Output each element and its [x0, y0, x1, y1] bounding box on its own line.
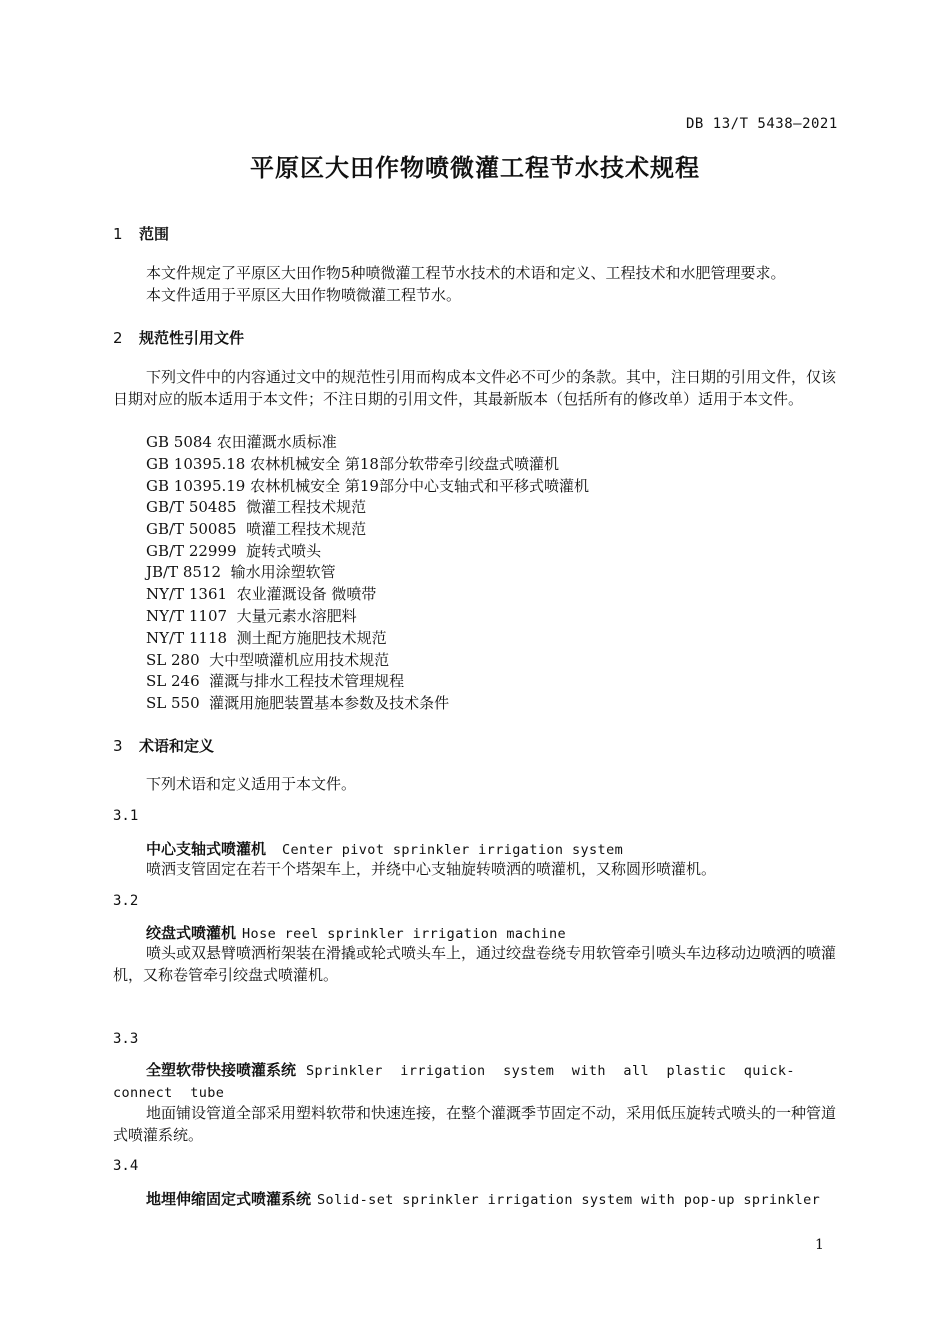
terms-intro: 下列术语和定义适用于本文件。: [146, 775, 357, 793]
reference-item: SL 280 大中型喷灌机应用技术规范: [146, 651, 390, 669]
section-2-heading: [113, 327, 244, 348]
scope-paragraph-1: 本文件规定了平原区大田作物5种喷微灌工程节水技术的术语和定义、工程技术和水肥管理要求。: [146, 264, 786, 282]
term-zh: 绞盘式喷灌机: [146, 924, 237, 942]
reference-item: GB 10395.19 农林机械安全 第19部分中心支轴式和平移式喷灌机: [146, 477, 589, 495]
clause-number: 3.4: [113, 1158, 139, 1174]
term-zh: 全塑软带快接喷灌系统: [146, 1061, 297, 1079]
reference-item: SL 246 灌溉与排水工程技术管理规程: [146, 672, 405, 690]
reference-item: GB/T 50485 微灌工程技术规范: [146, 498, 367, 516]
references-intro: 下列文件中的内容通过文中的规范性引用而构成本文件必不可少的条款。其中，注日期的引用文件，仅该日期对应的版本适用于本文件；不注日期的引用文件，其最新版本（包括所有的修改单）适用于本文件。: [113, 368, 837, 408]
term-heading: [146, 922, 566, 943]
term-definition: 喷洒支管固定在若干个塔架车上，并绕中心支轴旋转喷洒的喷灌机，又称圆形喷灌机。: [146, 860, 717, 878]
clause-number: 3.1: [113, 808, 139, 824]
reference-item: NY/T 1107 大量元素水溶肥料: [146, 607, 357, 625]
scope-paragraph-2: 本文件适用于平原区大田作物喷微灌工程节水。: [146, 286, 462, 304]
section-title: 术语和定义: [139, 737, 215, 755]
clause-number: 3.2: [113, 893, 139, 909]
section-1-heading: [113, 223, 169, 244]
reference-item: GB/T 50085 喷灌工程技术规范: [146, 520, 367, 538]
reference-item: SL 550 灌溉用施肥装置基本参数及技术条件: [146, 694, 450, 712]
document-number: DB 13/T 5438—2021: [686, 116, 838, 132]
reference-item: GB/T 22999 旋转式喷头: [146, 542, 322, 560]
section-number: 3: [113, 737, 123, 755]
term-definition: 喷头或双悬臂喷洒桁架装在滑撬或轮式喷头车上，通过绞盘卷绕专用软管牵引喷头车边移动边喷洒的喷灌机，又称卷管牵引绞盘式喷灌机。: [113, 944, 837, 984]
clause-number: 3.3: [113, 1031, 139, 1047]
term-zh: 地埋伸缩固定式喷灌系统: [146, 1190, 312, 1208]
reference-item: GB 10395.18 农林机械安全 第18部分软带牵引绞盘式喷灌机: [146, 455, 559, 473]
reference-item: GB 5084 农田灌溉水质标准: [146, 433, 337, 451]
section-3-heading: [113, 735, 214, 756]
term-heading: [113, 1060, 837, 1104]
section-number: 1: [113, 225, 123, 243]
term-en: Sprinkler irrigation system with all plastic quick-connect tube: [113, 1063, 795, 1101]
document-title: 平原区大田作物喷微灌工程节水技术规程: [250, 154, 700, 182]
term-en: Solid-set sprinkler irrigation system with pop-up sprinkler: [317, 1192, 821, 1208]
term-zh: 中心支轴式喷灌机: [146, 840, 267, 858]
section-number: 2: [113, 329, 123, 347]
page-number: 1: [815, 1237, 824, 1253]
reference-item: NY/T 1361 农业灌溉设备 微喷带: [146, 585, 377, 603]
section-title: 规范性引用文件: [139, 329, 245, 347]
term-en: Hose reel sprinkler irrigation machine: [242, 926, 567, 942]
reference-item: JB/T 8512 输水用涂塑软管: [146, 563, 336, 581]
term-heading: [146, 1188, 820, 1209]
term-en: Center pivot sprinkler irrigation system: [282, 842, 624, 858]
reference-item: NY/T 1118 测土配方施肥技术规范: [146, 629, 387, 647]
term-definition: 地面铺设管道全部采用塑料软带和快速连接，在整个灌溉季节固定不动，采用低压旋转式喷头的一种管道式喷灌系统。: [113, 1104, 837, 1144]
term-heading: [146, 838, 623, 859]
section-title: 范围: [139, 225, 170, 243]
